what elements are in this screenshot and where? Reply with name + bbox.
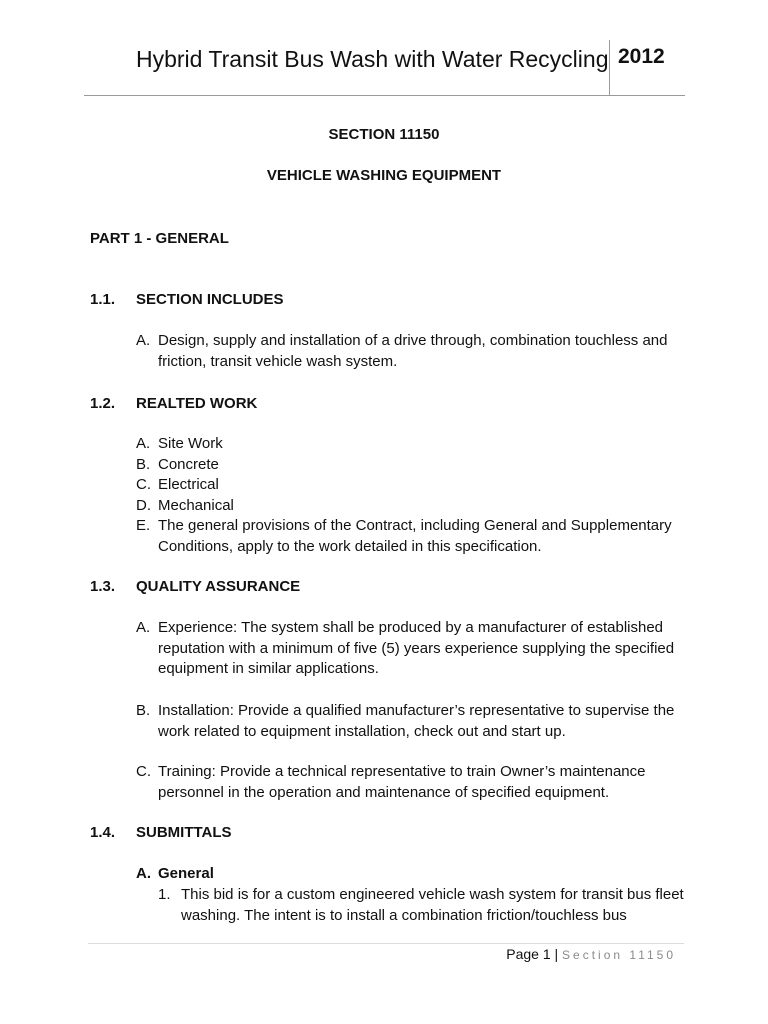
list-item-label: A. xyxy=(136,619,151,636)
section-1-2-number: 1.2. xyxy=(90,395,116,412)
list-item-text: This bid is for a custom engineered vehicle wash system for transit bus fleet washing. The intent is to install a combination friction/touchless bus xyxy=(181,886,684,924)
header-divider xyxy=(609,40,610,96)
list-item xyxy=(136,701,684,742)
subsection-heading xyxy=(136,864,684,885)
list-item xyxy=(136,434,684,455)
list-item xyxy=(136,762,684,803)
section-title: VEHICLE WASHING EQUIPMENT xyxy=(266,167,502,184)
section-1-3-title: QUALITY ASSURANCE xyxy=(136,578,301,595)
document-title: Hybrid Transit Bus Wash with Water Recycling xyxy=(136,46,609,72)
list-item xyxy=(136,455,684,476)
section-1-4-number: 1.4. xyxy=(90,824,116,841)
list-item xyxy=(136,618,684,680)
list-item xyxy=(136,331,684,372)
list-item-text: Design, supply and installation of a drive through, combination touchless and friction, transit vehicle wash system. xyxy=(158,332,668,370)
footer-rule xyxy=(88,943,684,944)
page-footer xyxy=(506,946,676,962)
section-1-1-title: SECTION INCLUDES xyxy=(136,291,284,308)
list-item-text: Site Work xyxy=(158,435,223,452)
footer-separator: | xyxy=(554,946,559,962)
list-item-text: Electrical xyxy=(158,476,219,493)
list-item-label: B. xyxy=(136,456,151,473)
list-item-label: C. xyxy=(136,763,151,780)
list-item-label: E. xyxy=(136,517,151,534)
list-item-label: D. xyxy=(136,497,151,514)
part-title: PART 1 - GENERAL xyxy=(90,230,229,247)
list-item-label: B. xyxy=(136,702,151,719)
list-item-label: A. xyxy=(136,332,151,349)
list-item-text: Installation: Provide a qualified manufacturer’s representative to supervise the work related to equipment installation, check out and start up. xyxy=(158,702,675,740)
page-header xyxy=(0,0,768,96)
document-year: 2012 xyxy=(618,45,665,68)
section-1-2-title: REALTED WORK xyxy=(136,395,258,412)
header-rule xyxy=(84,95,685,96)
section-1-4-title: SUBMITTALS xyxy=(136,824,232,841)
section-1-1-number: 1.1. xyxy=(90,291,116,308)
footer-section: Section 11150 xyxy=(562,948,676,962)
subsection-label: A. xyxy=(136,865,151,882)
list-item xyxy=(158,885,684,926)
list-item-text: Concrete xyxy=(158,456,219,473)
list-item-label: 1. xyxy=(158,886,171,903)
page-number: Page 1 xyxy=(506,946,551,962)
list-item-text: The general provisions of the Contract, including General and Supplementary Conditions, apply to the work detailed in this specification. xyxy=(158,517,672,555)
list-item-text: Mechanical xyxy=(158,497,234,514)
section-1-3-number: 1.3. xyxy=(90,578,116,595)
section-number: SECTION 11150 xyxy=(328,126,440,143)
list-item-label: C. xyxy=(136,476,151,493)
list-item-text: Experience: The system shall be produced by a manufacturer of established reputation with a minimum of five (5) years experience supplying the specified equipment in similar applications. xyxy=(158,619,675,677)
list-item-text: Training: Provide a technical representative to train Owner’s maintenance personnel in the operation and maintenance of specified equipment. xyxy=(158,763,646,801)
list-item-label: A. xyxy=(136,435,151,452)
list-item xyxy=(136,496,684,517)
list-item xyxy=(136,475,684,496)
list-item xyxy=(136,516,684,557)
subsection-title: General xyxy=(158,865,214,882)
